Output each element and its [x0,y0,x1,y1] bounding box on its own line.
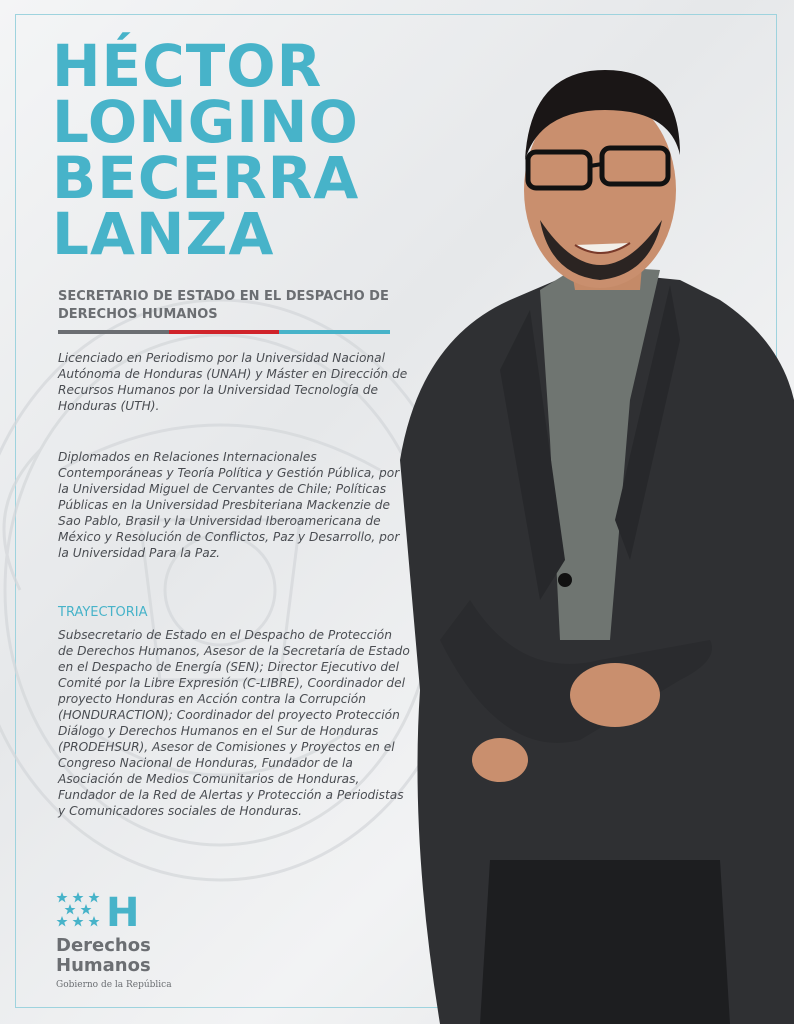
diplomas-paragraph: Diplomados en Relaciones Internacionales Contemporáneas y Teoría Política y Gestión Pública, por la Universidad Miguel de Cervantes de Chile; Políticas Públicas en la Universidad Presbiteriana Mackenzie de Sao Pablo, Brasil y la Universidad Iberoamericana de México y Resolución de Conflictos, Paz y Desarrollo, por la Universidad Para la Paz. [58,450,400,560]
portrait-photo [380,40,794,1024]
person-name [52,32,360,268]
tricolor-divider [58,330,390,334]
name-line-1: HÉCTOR [52,32,323,100]
derechos-humanos-logo [56,890,196,1000]
logo-letter: H [106,890,140,930]
logo-line-1: Derechos [56,935,151,956]
logo-line-2: Humanos [56,955,151,976]
logo-wordmark [56,936,151,976]
trajectory-paragraph: Subsecretario de Estado en el Despacho de Protección de Derechos Humanos, Asesor de la Secretaría de Estado en el Despacho de Energía (SEN); Director Ejecutivo del Comité por la Libre Expresión (C-LIBRE), Coordinador del proyecto Honduras en Acción contra la Corrupción (HONDURACTION); Coordinador del proyecto Protección Diálogo y Derechos Humanos en el Sur de Honduras (PRODEHSUR), Asesor de Comisiones y Proyectos en el Congreso Nacional de Honduras, Fundador de la Asociación de Medios Comunitarios de Honduras, Fundador de la Red de Alertas y Protección a Periodistas y Comunicadores sociales de Honduras. [58,628,410,818]
name-line-3: BECERRA [52,144,360,212]
education-paragraph: Licenciado en Periodismo por la Universidad Nacional Autónoma de Honduras (UNAH) y Máster en Dirección de Recursos Humanos por la Universidad Tecnología de Honduras (UTH). [58,351,408,413]
name-line-4: LANZA [52,200,275,268]
logo-tagline: Gobierno de la República [56,980,172,990]
name-line-2: LONGINO [52,88,359,156]
stars-h-icon [56,890,146,930]
trajectory-heading: TRAYECTORIA [58,605,148,620]
position-title: SECRETARIO DE ESTADO EN EL DESPACHO DE DERECHOS HUMANOS [58,289,389,322]
